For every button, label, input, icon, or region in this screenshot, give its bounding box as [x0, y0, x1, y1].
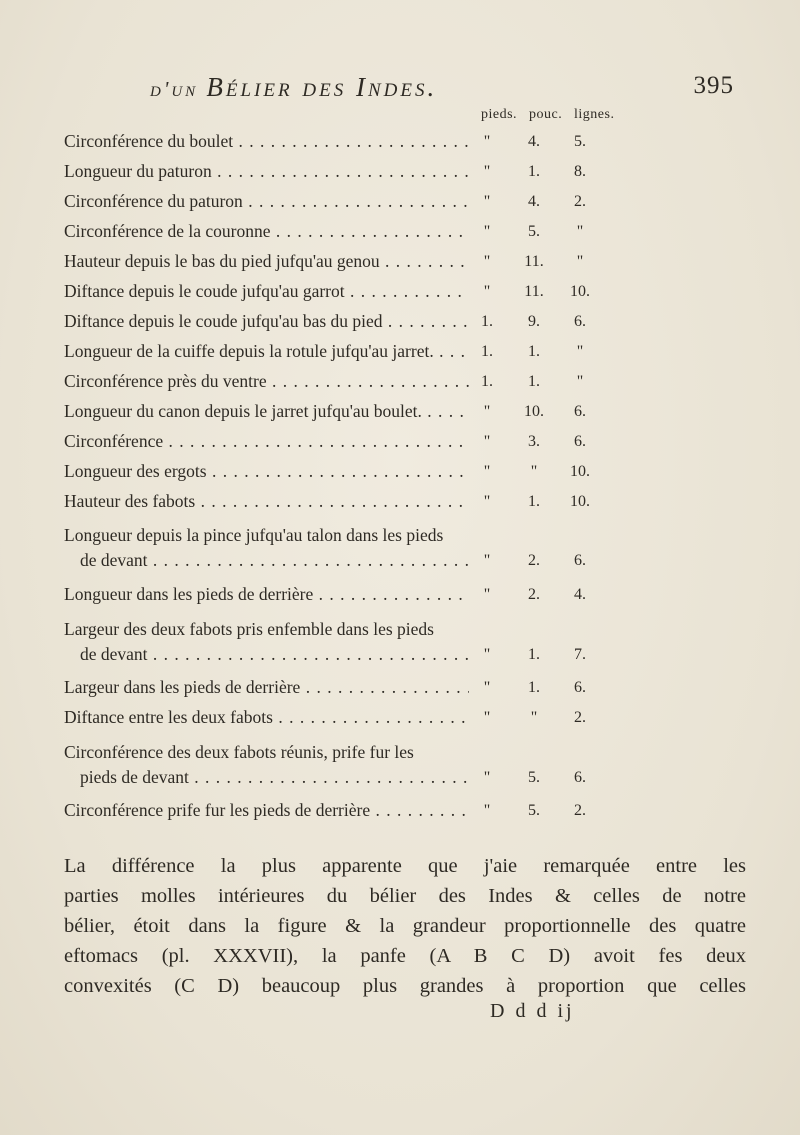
value-lignes: " [576, 223, 584, 240]
body-paragraph [64, 851, 746, 1001]
value-lignes: 5. [574, 133, 586, 150]
row-label: Longueur des ergots . . . [64, 459, 469, 484]
value-lignes: 4. [574, 586, 586, 603]
value-pieds: 1. [481, 313, 493, 330]
row-label: Longueur du paturon . . . [64, 159, 469, 184]
value-lignes: 6. [574, 552, 586, 569]
value-pieds: " [483, 463, 491, 480]
value-lignes: 6. [574, 403, 586, 420]
value-lignes: 6. [574, 679, 586, 696]
value-lignes: " [576, 253, 584, 270]
value-pouces: 1. [528, 493, 540, 510]
value-pouces: 1. [528, 163, 540, 180]
value-pieds: " [483, 552, 491, 569]
row-label: Circonférence près du ventre . . . [64, 369, 469, 394]
paragraph-line: eftomacs (pl. XXXVII), la panfe (A B C D) avoit fes deux [64, 945, 746, 967]
value-pouces: " [530, 709, 538, 726]
value-pouces: 1. [528, 343, 540, 360]
row-label: Largeur dans les pieds de derrière . . . [64, 675, 469, 700]
running-head [150, 72, 750, 106]
row-label: de devant . . . [80, 642, 469, 667]
running-title [150, 72, 437, 103]
row-label: Hauteur des fabots . . . [64, 489, 469, 514]
value-pieds: 1. [481, 343, 493, 360]
value-pouces: 1. [528, 373, 540, 390]
value-lignes: 2. [574, 802, 586, 819]
value-lignes: 6. [574, 433, 586, 450]
value-lignes: 2. [574, 193, 586, 210]
value-lignes: 10. [570, 493, 590, 510]
row-label: Hauteur depuis le bas du pied jufqu'au genou . . . [64, 249, 469, 274]
row-label: de devant . . . [80, 548, 469, 573]
row-label: Circonférence prife fur les pieds de derrière . . . [64, 798, 469, 823]
value-pieds: " [483, 586, 491, 603]
row-label: Longueur dans les pieds de derrière . . . [64, 582, 469, 607]
value-lignes: 2. [574, 709, 586, 726]
value-pouces: 2. [528, 586, 540, 603]
value-pieds: " [483, 679, 491, 696]
value-lignes: " [576, 343, 584, 360]
value-pieds: " [483, 646, 491, 663]
row-label-first-line: Largeur des deux fabots pris enfemble dans les pieds [64, 619, 434, 639]
unit-header-pouces: pouc. [529, 107, 563, 122]
value-pouces: 2. [528, 552, 540, 569]
value-pieds: " [483, 223, 491, 240]
paragraph-line: convexités (C D) beaucoup plus grandes à proportion que celles [64, 975, 746, 997]
value-pouces: 4. [528, 193, 540, 210]
row-label: Circonférence . . . [64, 429, 469, 454]
value-pieds: " [483, 253, 491, 270]
value-pouces: 5. [528, 223, 540, 240]
value-pouces: 5. [528, 802, 540, 819]
value-pouces: 10. [524, 403, 544, 420]
value-pieds: " [483, 403, 491, 420]
value-pieds: 1. [481, 373, 493, 390]
row-label: pieds de devant . . . [80, 765, 469, 790]
paragraph-line: parties molles intérieures du bélier des Indes & celles de notre [64, 885, 746, 907]
row-label-first-line: Longueur depuis la pince jufqu'au talon dans les pieds [64, 525, 444, 545]
value-lignes: 6. [574, 769, 586, 786]
value-pouces: " [530, 463, 538, 480]
row-label: Circonférence de la couronne . . . [64, 219, 469, 244]
value-pouces: 3. [528, 433, 540, 450]
value-pouces: 1. [528, 646, 540, 663]
row-label: Longueur de la cuiffe depuis la rotule jufqu'au jarret. . . . [64, 339, 469, 364]
value-lignes: 7. [574, 646, 586, 663]
value-pouces: 9. [528, 313, 540, 330]
value-pouces: 5. [528, 769, 540, 786]
value-pieds: " [483, 283, 491, 300]
value-pieds: " [483, 193, 491, 210]
row-label: Circonférence du boulet . . . [64, 129, 469, 154]
paragraph-line: bélier, étoit dans la figure & la grandeur proportionnelle des quatre [64, 915, 746, 937]
value-lignes: 6. [574, 313, 586, 330]
row-label: Diftance depuis le coude jufqu'au bas du pied . . . [64, 309, 469, 334]
row-label-first-line: Circonférence des deux fabots réunis, prife fur les [64, 742, 414, 762]
value-pieds: " [483, 433, 491, 450]
page-number: 395 [693, 72, 734, 99]
value-pouces: 11. [524, 253, 544, 270]
value-pieds: " [483, 493, 491, 510]
value-lignes: " [576, 373, 584, 390]
row-label: Diftance depuis le coude jufqu'au garrot . . . [64, 279, 469, 304]
unit-header-lignes: lignes. [574, 107, 615, 122]
value-pieds: " [483, 769, 491, 786]
value-lignes: 10. [570, 463, 590, 480]
value-pieds: " [483, 709, 491, 726]
row-label: Diftance entre les deux fabots . . . [64, 705, 469, 730]
value-pieds: " [483, 163, 491, 180]
value-pouces: 1. [528, 679, 540, 696]
running-title-main: Bélier des Indes. [206, 72, 438, 102]
value-pouces: 4. [528, 133, 540, 150]
running-title-prefix: d'un [150, 77, 199, 101]
value-pieds: " [483, 802, 491, 819]
signature-mark: D d d ij [490, 1000, 575, 1022]
value-lignes: 8. [574, 163, 586, 180]
row-label: Circonférence du paturon . . . [64, 189, 469, 214]
paragraph-line: La différence la plus apparente que j'aie remarquée entre les [64, 855, 746, 877]
row-label: Longueur du canon depuis le jarret jufqu'au boulet. . . . [64, 399, 469, 424]
unit-header-pieds: pieds. [481, 107, 518, 122]
value-lignes: 10. [570, 283, 590, 300]
value-pouces: 11. [524, 283, 544, 300]
value-pieds: " [483, 133, 491, 150]
